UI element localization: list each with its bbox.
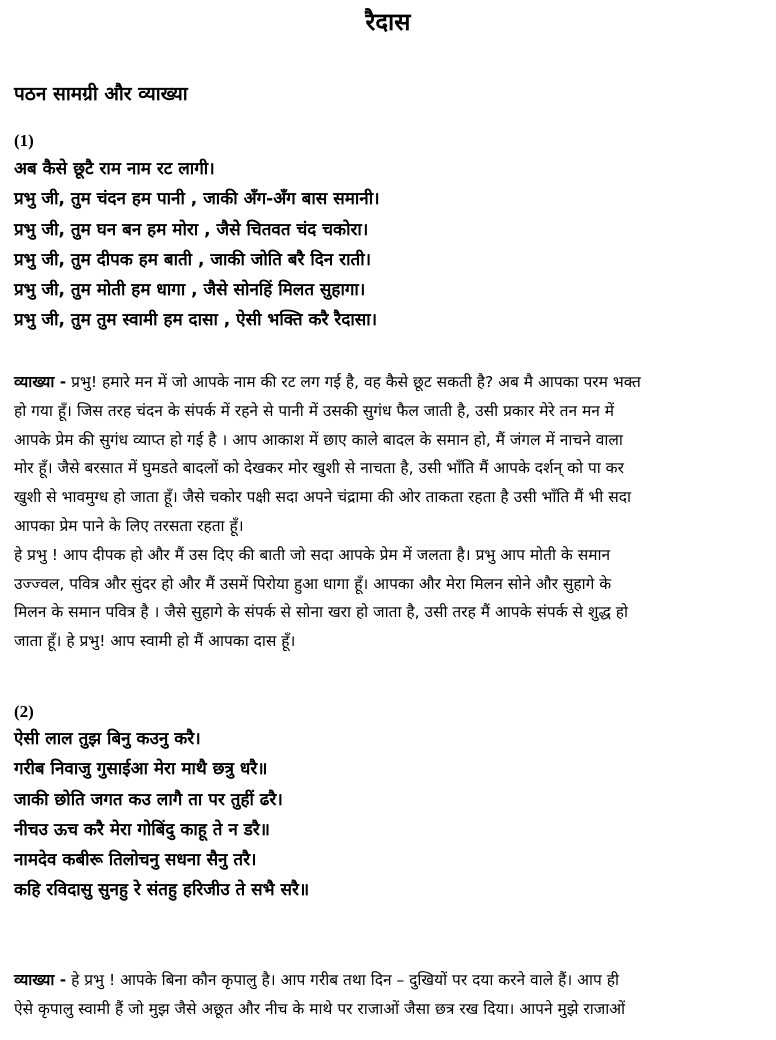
explanation-text: प्रभु! हमारे मन में जो आपके नाम की रट लग गई है, वह कैसे छूट सकती है? अब मै आपका परम भक्त	[66, 373, 641, 391]
explanation-line: जाता हूँ। हे प्रभु! आप स्वामी हो मैं आपका दास हूँ।	[14, 632, 296, 651]
verse-line: ऐसी लाल तुझ बिनु कउनु करै।	[14, 729, 201, 749]
verse-line: प्रभु जी, तुम दीपक हम बाती , जाकी जोति बरै दिन राती।	[14, 249, 372, 270]
verse-line: गरीब निवाजु गुसाईआ मेरा माथै छत्रु धरै॥	[14, 759, 268, 780]
verse-line: नामदेव कबीरू तिलोचनु सधना सैनु तरै।	[14, 850, 257, 871]
poem-1-number: (1)	[14, 131, 34, 150]
verse-line: अब कैसे छूटै राम नाम रट लागी।	[14, 159, 215, 179]
section-heading: पठन सामग्री और व्याख्या	[14, 83, 188, 105]
explanation-line: हो गया हूँ। जिस तरह चंदन के संपर्क में रहने से पानी में उसकी सुगंध फैल जाती है, उसी प्रकार मेरे तन मन में	[14, 401, 615, 420]
explanation-line: आपका प्रेम पाने के लिए तरसता रहता हूँ।	[14, 516, 244, 535]
explanation-line: उज्ज्वल, पवित्र और सुंदर हो और मैं उसमें पिरोया हुआ धागा हूँ। आपका और मेरा मिलन सोने और सुहागे के	[14, 574, 612, 593]
verse-line: प्रभु जी, तुम घन बन हम मोरा , जैसे चितवत चंद चकोरा।	[14, 219, 369, 240]
explanation-label: व्याख्या -	[14, 971, 67, 989]
explanation-line: खुशी से भावमुग्ध हो जाता हूँ। जैसे चकोर पक्षी सदा अपने चंद्रामा की ओर ताकता रहता है उसी भाँति मैं भी सदा	[14, 488, 631, 507]
page-title: रैदास	[365, 8, 411, 36]
verse-line: प्रभु जी, तुम तुम स्वामी हम दासा , ऐसी भक्ति करै रैदासा।	[14, 310, 378, 331]
explanation-line: हे प्रभु ! आप दीपक हो और मैं उस दिए की बाती जो सदा आपके प्रेम में जलता है। प्रभु आप मोती के समान	[14, 545, 611, 564]
explanation-line	[14, 368, 762, 397]
explanation-line: आपके प्रेम की सुगंध व्याप्त हो गई है । आप आकाश में छाए काले बादल के समान हो, मैं जंगल में नाचने वाला	[14, 430, 623, 449]
explanation-line: मोर हूँ। जैसे बरसात में घुमडते बादलों को देखकर मोर खुशी से नाचता है, उसी भाँति मैं आपके दर्शन् को पा कर	[14, 459, 624, 478]
poem-2-number: (2)	[14, 702, 34, 721]
verse-line: जाकी छोति जगत कउ लागै ता पर तुहीं ढरै।	[14, 789, 283, 810]
poem-1-verse	[14, 154, 764, 336]
explanation-line	[14, 966, 762, 995]
verse-line: प्रभु जी, तुम चंदन हम पानी , जाकी अँग-अँग बास समानी।	[14, 189, 380, 210]
verse-line: प्रभु जी, तुम मोती हम धागा , जैसे सोनहिं मिलत सुहागा।	[14, 280, 366, 301]
explanation-line: ऐसे कृपालु स्वामी हैं जो मुझ जैसे अछूत और नीच के माथे पर राजाओं जैसा छत्र रख दिया। आपने मुझे राजाओं	[14, 999, 626, 1018]
poem-2-verse	[14, 724, 764, 906]
explanation-text: हे प्रभु ! आपके बिना कौन कृपालु है। आप गरीब तथा दिन – दुखियों पर दया करने वाले हैं। आप ही	[66, 971, 619, 989]
verse-line: नीचउ ऊच करै मेरा गोबिंदु काहू ते न डरै॥	[14, 819, 270, 840]
explanation-1	[14, 368, 762, 656]
explanation-2	[14, 966, 762, 1024]
explanation-label: व्याख्या -	[14, 373, 67, 391]
explanation-line: मिलन के समान पवित्र है । जैसे सुहागे के संपर्क से सोना खरा हो जाता है, उसी तरह मैं आपके संपर्क से शुद्ध हो	[14, 603, 629, 622]
verse-line: कहि रविदासु सुनहु रे संतहु हरिजीउ ते सभै सरै॥	[14, 880, 310, 901]
